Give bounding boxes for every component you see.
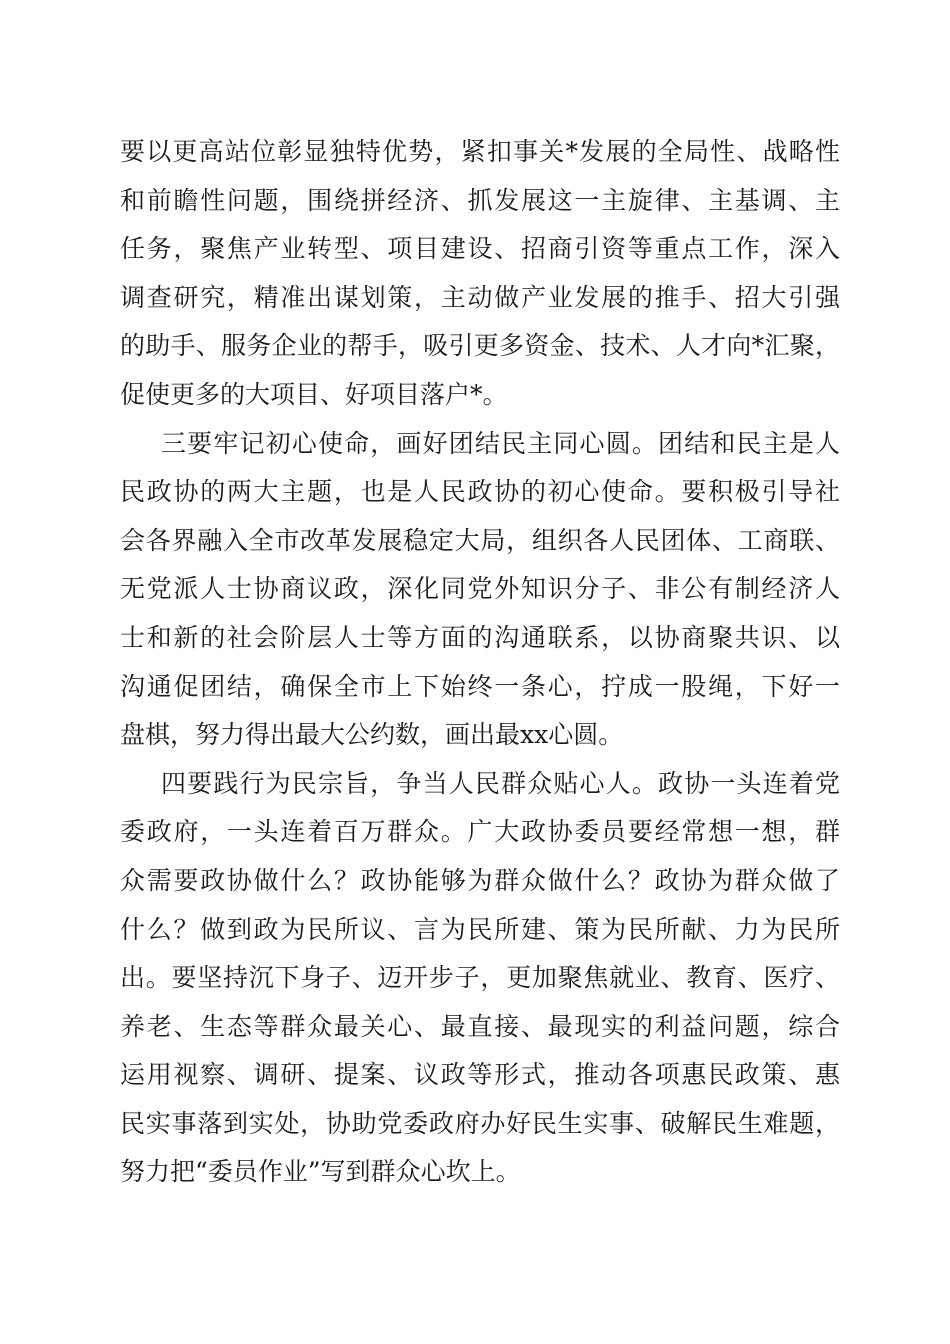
text-line: 调查研究，精准出谋划策，主动做产业发展的推手、招大引强 bbox=[120, 282, 840, 312]
text-line: 无党派人士协商议政，深化同党外知识分子、非公有制经济人 bbox=[120, 574, 840, 604]
text-line: 四要践行为民宗旨，争当人民群众贴心人。政协一头连着党 bbox=[161, 768, 840, 798]
text-line: 努力把“委员作业”写到群众心坎上。 bbox=[120, 1157, 521, 1187]
text-line: 运用视察、调研、提案、议政等形式，推动各项惠民政策、惠 bbox=[120, 1060, 840, 1090]
text-line: 委政府，一头连着百万群众。广大政协委员要经常想一想，群 bbox=[120, 817, 840, 847]
text-line: 会各界融入全市改革发展稳定大局，组织各人民团体、工商联、 bbox=[120, 525, 840, 555]
text-line: 什么？做到政为民所议、言为民所建、策为民所献、力为民所 bbox=[120, 914, 840, 944]
text-line: 的助手、服务企业的帮手，吸引更多资金、技术、人才向*汇聚， bbox=[120, 331, 840, 361]
text-line: 众需要政协做什么？政协能够为群众做什么？政协为群众做了 bbox=[120, 865, 840, 895]
text-line: 盘棋，努力得出最大公约数，画出最xx心圆。 bbox=[120, 720, 624, 750]
text-line: 促使更多的大项目、好项目落户*。 bbox=[120, 379, 508, 409]
document-body bbox=[120, 128, 840, 1197]
paragraph bbox=[120, 760, 840, 1197]
text-line: 士和新的社会阶层人士等方面的沟通联系，以协商聚共识、以 bbox=[120, 622, 840, 652]
paragraph bbox=[120, 420, 840, 760]
text-line: 要以更高站位彰显独特优势，紧扣事关*发展的全局性、战略性 bbox=[120, 137, 840, 166]
text-line: 民实事落到实处，协助党委政府办好民生实事、破解民生难题， bbox=[120, 1108, 840, 1138]
paragraph bbox=[120, 128, 840, 420]
text-line: 出。要坚持沉下身子、迈开步子，更加聚焦就业、教育、医疗、 bbox=[120, 963, 840, 993]
text-line: 沟通促团结，确保全市上下始终一条心，拧成一股绳，下好一 bbox=[120, 671, 840, 701]
text-line: 和前瞻性问题，围绕拼经济、抓发展这一主旋律、主基调、主 bbox=[120, 185, 840, 215]
text-line: 三要牢记初心使命，画好团结民主同心圆。团结和民主是人 bbox=[161, 428, 840, 458]
text-line: 任务，聚焦产业转型、项目建设、招商引资等重点工作，深入 bbox=[120, 234, 840, 264]
text-line: 养老、生态等群众最关心、最直接、最现实的利益问题，综合 bbox=[120, 1011, 840, 1041]
text-line: 民政协的两大主题，也是人民政协的初心使命。要积极引导社 bbox=[120, 477, 840, 507]
